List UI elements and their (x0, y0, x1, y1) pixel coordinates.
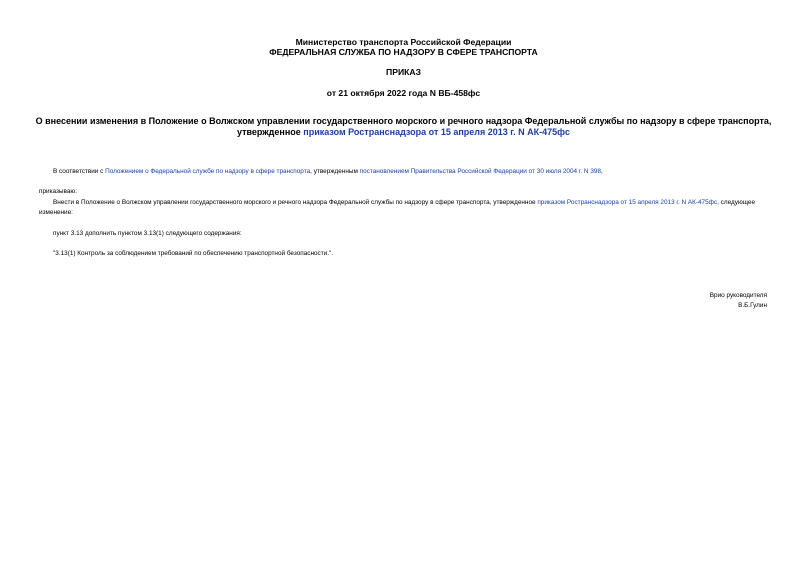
document-date: от 21 октября 2022 года N ВБ-458фс (326, 88, 481, 98)
p1-suffix: , (600, 168, 603, 175)
p1-mid: , утвержденным (310, 168, 360, 175)
ministry-name: Министерство транспорта Российской Федерации (295, 37, 512, 47)
paragraph-quote: "3.13(1) Контроль за соблюдением требований по обеспечению транспортной безопасности.". (53, 250, 334, 257)
regulation-link[interactable]: Положением о Федеральной службе по надзору в сфере транспорта (105, 168, 311, 175)
signature-position: Врио руководителя (709, 292, 767, 299)
p1-prefix: В соответствии с (53, 168, 106, 175)
paragraph-amendment (39, 198, 767, 218)
paragraph-order: приказываю: (39, 188, 77, 195)
p3-suffix: , следующее изменение: (39, 199, 756, 216)
title-line-2 (0, 127, 807, 138)
service-name: ФЕДЕРАЛЬНАЯ СЛУЖБА ПО НАДЗОРУ В СФЕРЕ ТРАНСПОРТА (269, 47, 538, 57)
paragraph-basis (53, 167, 773, 177)
title-line-2-prefix: утвержденное (236, 127, 304, 137)
p3-prefix: Внести в Положение о Волжском управлении государственного морского и речного надзора Федеральной службы по надзору в сфере транспорта, утвержденное (53, 199, 538, 206)
paragraph-clause: пункт 3.13 дополнить пунктом 3.13(1) следующего содержания: (53, 230, 242, 237)
order-link[interactable]: приказом Ространснадзора от 15 апреля 2013 г. N АК-475фс (537, 199, 718, 206)
signature-name: В.Б.Гулин (738, 302, 767, 309)
document-type: ПРИКАЗ (386, 67, 421, 77)
title-line-1: О внесении изменения в Положение о Волжском управлении государственного морского и речного надзора Федеральной службы по надзору в сфере транспорта, (35, 116, 772, 126)
title-order-link[interactable]: приказом Ространснадзора от 15 апреля 2013 г. N АК-475фс (303, 127, 571, 137)
government-decree-link[interactable]: постановлением Правительства Российской Федерации от 30 июля 2004 г. N 398 (359, 168, 601, 175)
document-title (0, 116, 807, 138)
